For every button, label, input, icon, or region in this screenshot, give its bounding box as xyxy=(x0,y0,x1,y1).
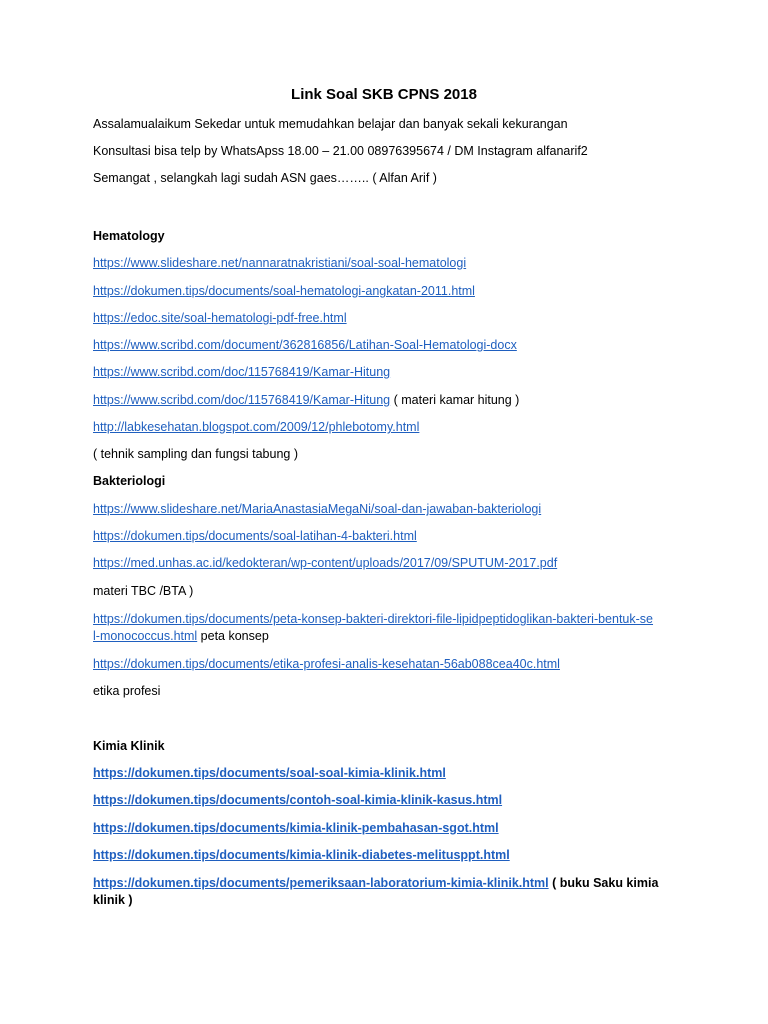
kimia-link-5-row xyxy=(93,875,683,909)
hematology-link-4-row xyxy=(93,337,693,354)
note-peta-konsep: peta konsep xyxy=(197,629,269,643)
bakteriologi-link-2[interactable]: https://dokumen.tips/documents/soal-latihan-4-bakteri.html xyxy=(93,529,417,543)
kimia-link-2[interactable]: https://dokumen.tips/documents/contoh-soal-kimia-klinik-kasus.html xyxy=(93,793,503,807)
bakteriologi-link-1[interactable]: https://www.slideshare.net/MariaAnastasiaMegaNi/soal-dan-jawaban-bakteriologi xyxy=(93,502,542,516)
hematology-link-5-row xyxy=(93,364,693,381)
hematology-link-6[interactable]: https://www.scribd.com/doc/115768419/Kamar-Hitung xyxy=(93,393,391,407)
bakteriologi-link-3-row xyxy=(93,555,693,572)
note-etika-profesi: etika profesi xyxy=(93,684,161,698)
hematology-link-5[interactable]: https://www.scribd.com/doc/115768419/Kamar-Hitung xyxy=(93,365,391,379)
bakteriologi-link-1-row xyxy=(93,501,693,518)
kimia-link-1[interactable]: https://dokumen.tips/documents/soal-soal-kimia-klinik.html xyxy=(93,766,446,780)
note-buku-saku: ( buku Saku kimia klinik ) xyxy=(93,876,659,907)
bakteriologi-link-5[interactable]: https://dokumen.tips/documents/etika-profesi-analis-kesehatan-56ab088cea40c.html xyxy=(93,657,560,671)
intro-line-1: Assalamualaikum Sekedar untuk memudahkan belajar dan banyak sekali kekurangan xyxy=(93,117,568,131)
bakteriologi-link-5-row xyxy=(93,656,693,673)
kimia-link-4[interactable]: https://dokumen.tips/documents/kimia-klinik-diabetes-melitusppt.html xyxy=(93,848,510,862)
bakteriologi-link-2-row xyxy=(93,528,693,545)
section-heading-kimia-klinik: Kimia Klinik xyxy=(93,739,165,753)
bakteriologi-link-3[interactable]: https://med.unhas.ac.id/kedokteran/wp-content/uploads/2017/09/SPUTUM-2017.pdf xyxy=(93,556,558,570)
intro-line-3: Semangat , selangkah lagi sudah ASN gaes…….. ( Alfan Arif ) xyxy=(93,171,437,185)
note-kamar-hitung: ( materi kamar hitung ) xyxy=(390,393,520,407)
kimia-link-3-row xyxy=(93,820,693,837)
kimia-link-5[interactable]: https://dokumen.tips/documents/pemeriksaan-laboratorium-kimia-klinik.html xyxy=(93,876,549,890)
bakteriologi-link-4-row xyxy=(93,611,653,645)
kimia-link-3[interactable]: https://dokumen.tips/documents/kimia-klinik-pembahasan-sgot.html xyxy=(93,821,499,835)
hematology-link-3-row xyxy=(93,310,693,327)
hematology-link-4[interactable]: https://www.scribd.com/document/362816856/Latihan-Soal-Hematologi-docx xyxy=(93,338,517,352)
section-heading-hematology: Hematology xyxy=(93,229,165,243)
hematology-link-3[interactable]: https://edoc.site/soal-hematologi-pdf-free.html xyxy=(93,311,347,325)
document-title: Link Soal SKB CPNS 2018 xyxy=(291,86,477,103)
kimia-link-2-row xyxy=(93,792,693,809)
note-tbc-bta: materi TBC /BTA ) xyxy=(93,584,194,598)
hematology-link-2-row xyxy=(93,283,693,300)
kimia-link-4-row xyxy=(93,847,693,864)
hematology-link-1[interactable]: https://www.slideshare.net/nannaratnakristiani/soal-soal-hematologi xyxy=(93,256,467,270)
hematology-link-1-row xyxy=(93,255,693,272)
hematology-link-6-row xyxy=(93,392,693,409)
note-tehnik-sampling: ( tehnik sampling dan fungsi tabung ) xyxy=(93,447,298,461)
hematology-link-7-row xyxy=(93,419,693,436)
kimia-link-1-row xyxy=(93,765,693,782)
hematology-link-7[interactable]: http://labkesehatan.blogspot.com/2009/12/phlebotomy.html xyxy=(93,420,420,434)
section-heading-bakteriologi: Bakteriologi xyxy=(93,474,166,488)
intro-line-2: Konsultasi bisa telp by WhatsApss 18.00 – 21.00 08976395674 / DM Instagram alfanarif2 xyxy=(93,144,588,158)
bakteriologi-link-4[interactable]: https://dokumen.tips/documents/peta-konsep-bakteri-direktori-file-lipidpeptidoglikan-bakteri-bentuk-sel-monococcus.html xyxy=(93,612,654,643)
hematology-link-2[interactable]: https://dokumen.tips/documents/soal-hematologi-angkatan-2011.html xyxy=(93,284,475,298)
